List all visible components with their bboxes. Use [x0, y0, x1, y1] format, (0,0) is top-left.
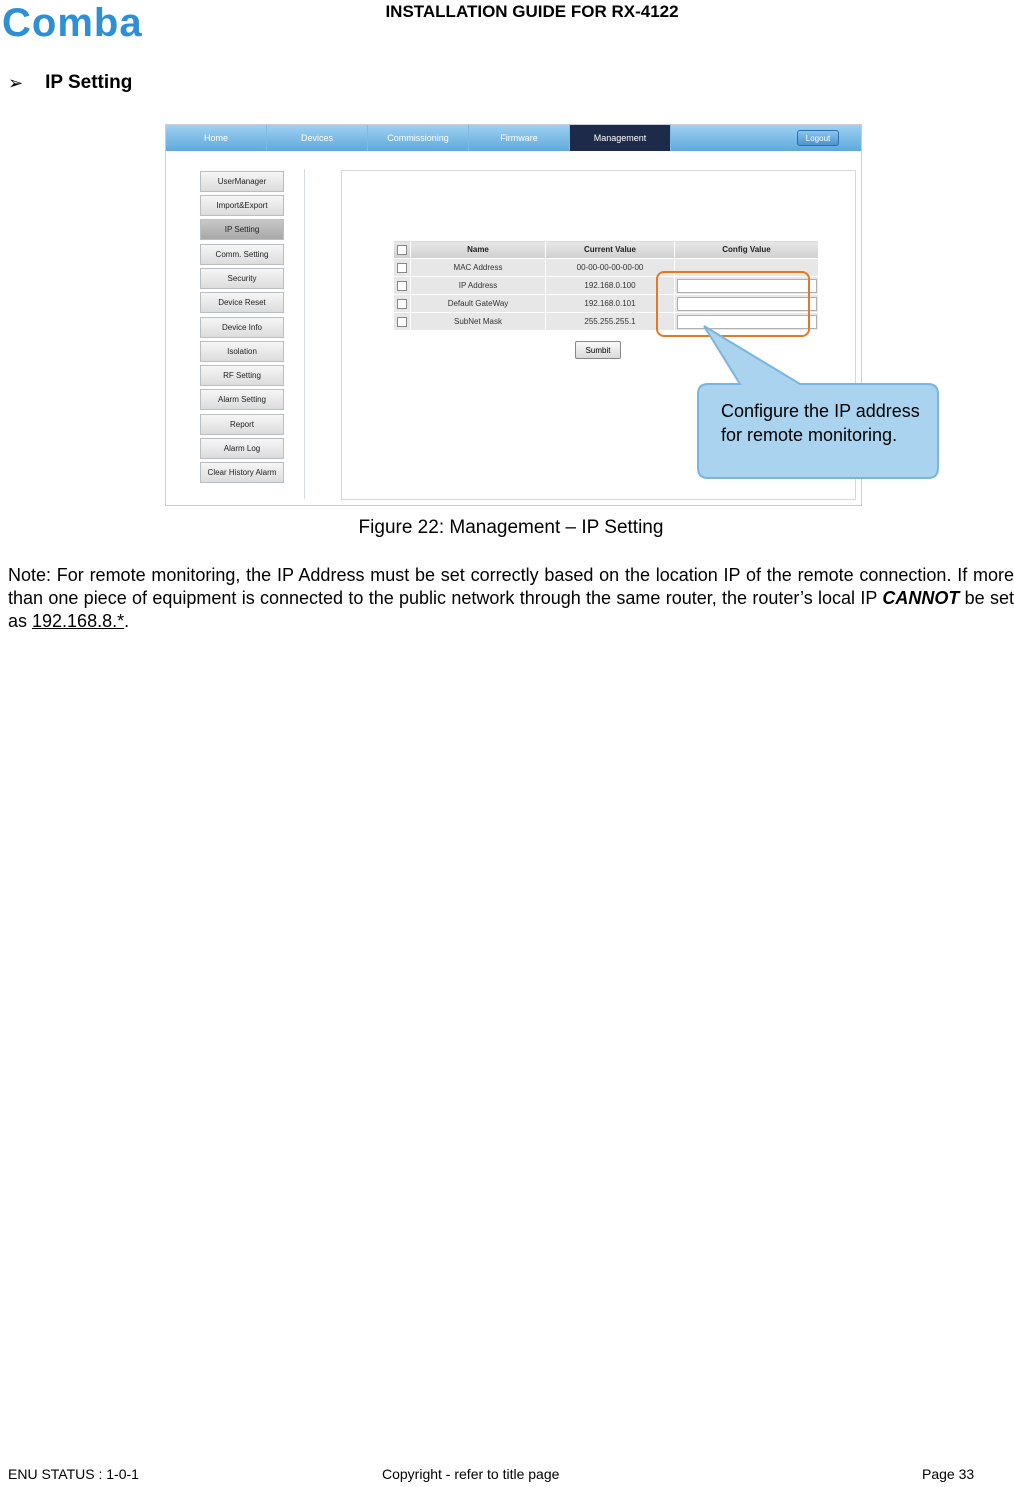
- menu-isolation[interactable]: Isolation: [200, 341, 284, 362]
- note-text-3: .: [124, 611, 130, 631]
- callout-text: Configure the IP address for remote monitoring.: [721, 401, 920, 445]
- arrow-bullet-icon: ➢: [8, 72, 24, 93]
- side-menu: [180, 169, 305, 499]
- section-title: IP Setting: [45, 72, 133, 93]
- menu-alarm-log[interactable]: Alarm Log: [200, 438, 284, 459]
- section-heading: [8, 72, 132, 94]
- row-current-value: 192.168.0.101: [546, 295, 675, 313]
- menu-device-info[interactable]: Device Info: [200, 317, 284, 338]
- header-name: Name: [411, 241, 546, 259]
- tab-devices[interactable]: Devices: [267, 125, 368, 151]
- logout-button[interactable]: Logout: [797, 130, 839, 146]
- note-text-1: Note: For remote monitoring, the IP Address must be set correctly based on the location IP of the remote connection. If more than one piece of equipment is connected to the public network through the same router, the router’s local IP: [8, 565, 1014, 608]
- menu-device-reset[interactable]: Device Reset: [200, 292, 284, 313]
- tab-home[interactable]: Home: [166, 125, 267, 151]
- footer-copyright: Copyright - refer to title page: [382, 1466, 560, 1482]
- svg-text:Comba: Comba: [2, 4, 143, 40]
- figure-caption: Figure 22: Management – IP Setting: [358, 517, 664, 538]
- row-checkbox-cell: [394, 295, 411, 313]
- menu-user-manager[interactable]: UserManager: [200, 171, 284, 192]
- table-header-row: [394, 241, 819, 259]
- management-screenshot: [165, 124, 920, 506]
- footer-status: ENU STATUS : 1-0-1: [8, 1466, 139, 1482]
- footer-page-number: Page 33: [922, 1466, 975, 1482]
- row-checkbox-cell: [394, 277, 411, 295]
- row-checkbox[interactable]: [397, 281, 407, 291]
- row-current-value: 255.255.255.1: [546, 313, 675, 331]
- tab-firmware[interactable]: Firmware: [469, 125, 570, 151]
- tab-commissioning[interactable]: Commissioning: [368, 125, 469, 151]
- row-checkbox[interactable]: [397, 263, 407, 273]
- header-current-value: Current Value: [546, 241, 675, 259]
- menu-security[interactable]: Security: [200, 268, 284, 289]
- row-name: IP Address: [411, 277, 546, 295]
- document-title: INSTALLATION GUIDE FOR RX-4122: [385, 2, 679, 21]
- row-name: Default GateWay: [411, 295, 546, 313]
- menu-comm-setting[interactable]: Comm. Setting: [200, 244, 284, 265]
- note-paragraph: [8, 564, 1014, 633]
- menu-ip-setting[interactable]: IP Setting: [200, 219, 284, 240]
- top-nav-bar: [166, 125, 861, 151]
- row-checkbox[interactable]: [397, 317, 407, 327]
- note-ip: 192.168.8.*: [32, 611, 125, 631]
- submit-button[interactable]: Sumbit: [575, 341, 621, 359]
- select-all-cell: [394, 241, 411, 259]
- row-current-value: 00-00-00-00-00-00: [546, 259, 675, 277]
- menu-clear-history-alarm[interactable]: Clear History Alarm: [200, 462, 284, 483]
- note-emphasis: CANNOT: [882, 588, 960, 608]
- row-name: MAC Address: [411, 259, 546, 277]
- menu-import-export[interactable]: Import&Export: [200, 195, 284, 216]
- menu-alarm-setting[interactable]: Alarm Setting: [200, 389, 284, 410]
- header-config-value: Config Value: [675, 241, 819, 259]
- row-checkbox-cell: [394, 313, 411, 331]
- row-checkbox[interactable]: [397, 299, 407, 309]
- row-checkbox-cell: [394, 259, 411, 277]
- row-name: SubNet Mask: [411, 313, 546, 331]
- row-current-value: 192.168.0.100: [546, 277, 675, 295]
- tab-management[interactable]: Management: [570, 125, 671, 151]
- menu-rf-setting[interactable]: RF Setting: [200, 365, 284, 386]
- select-all-checkbox[interactable]: [397, 245, 407, 255]
- note-text-2: be set as: [8, 588, 1014, 631]
- menu-report[interactable]: Report: [200, 414, 284, 435]
